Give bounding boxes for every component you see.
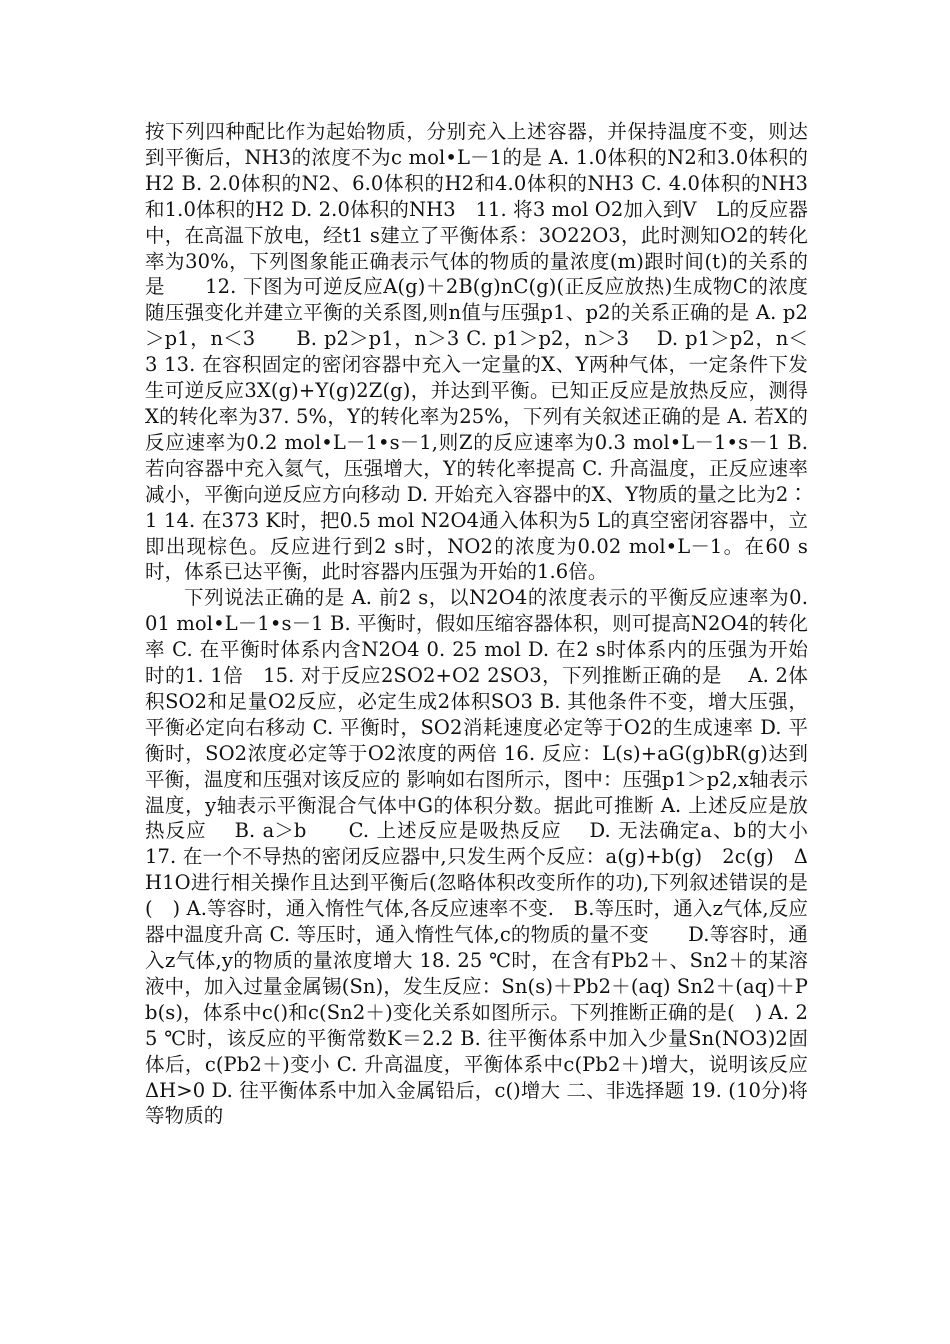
paragraph-questions-14-19: 下列说法正确的是 A. 前2 s，以N2O4的浓度表示的平衡反应速率为0. 01 mol•L－1•s－1 B. 平衡时，假如压缩容器体积，则可提高N2O4的转化率 C. 在平衡时体系内含N2O4 0. 25 mol D. 在2 s时体系内的压强为开始时的1. 1倍 15. 对于反应2SO2+O2 2SO3，下列推断正确的是 A. 2体积SO2和足量O2反应，必定生成2体积SO3 B. 其他条件不变，增大压强，平衡必定向右移动 C. 平衡时，SO2消耗速度必定等于O2的生成速率 D. 平衡时，SO2浓度必定等于O2浓度的两倍 16. 反应：L(s)+aG(g)bR(g)达到平衡，温度和压强对该反应的 影响如右图所示，图中：压强p1＞p2,x轴表示温度，y轴表示平衡混合气体中G的体积分数。据此可推断 A. 上述反应是放热反应 B. a＞b C. 上述反应是吸热反应 D. 无法确定a、b的大小 17. 在一个不导热的密闭反应器中,只发生两个反应：a(g)+b(g) 2c(g) ΔH1O进行相关操作且达到平衡后(忽略体积改变所作的功),下列叙述错误的是( ) A.等容时，通入惰性气体,各反应速率不变. B.等压时，通入z气体,反应器中温度升高 C. 等压时，通入惰性气体,c的物质的量不变 D.等容时，通入z气体,y的物质的量浓度增大 18. 25 ℃时，在含有Pb2＋、Sn2＋的某溶液中，加入过量金属锡(Sn)，发生反应：Sn(s)＋Pb2＋(aq) Sn2＋(aq)＋Pb(s)，体系中c()和c(Sn2＋)变化关系如图所示。下列推断正确的是( ) A. 25 ℃时，该反应的平衡常数K＝2.2 B. 往平衡体系中加入少量Sn(NO3)2固体后，c(Pb2＋)变小 C. 升高温度，平衡体系中c(Pb2＋)增大，说明该反应ΔH>0 D. 往平衡体系中加入金属铅后，c()增大 二、非选择题 19. (10分)将等物质的 (145, 586, 834, 1128)
paragraph-questions-10-14: 按下列四种配比作为起始物质，分别充入上述容器，并保持温度不变，则达到平衡后，NH3的浓度不为c mol•L－1的是 A. 1.0体积的N2和3.0体积的H2 B. 2.0体积的N2、6.0体积的H2和4.0体积的NH3 C. 4.0体积的NH3和1.0体积的H2 D. 2.0体积的NH3 11. 将3 mol O2加入到V L的反应器中，在高温下放电，经t1 s建立了平衡体系：3O22O3，此时测知O2的转化率为30%，下列图象能正确表示气体的物质的量浓度(m)跟时间(t)的关系的是 12. 下图为可逆反应A(g)＋2B(g)nC(g)(正反应放热)生成物C的浓度随压强变化并建立平衡的关系图,则n值与压强p1、p2的关系正确的是 A. p2＞p1，n＜3 B. p2＞p1，n＞3 C. p1＞p2，n＞3 D. p1＞p2，n＜3 13. 在容积固定的密闭容器中充入一定量的X、Y两种气体，一定条件下发生可逆反应3X(g)+Y(g)2Z(g)，并达到平衡。已知正反应是放热反应，测得X的转化率为37. 5%，Y的转化率为25%，下列有关叙述正确的是 A. 若X的反应速率为0.2 mol•L－1•s－1,则Z的反应速率为0.3 mol•L－1•s－1 B. 若向容器中充入氦气，压强增大，Y的转化率提高 C. 升高温度，正反应速率减小，平衡向逆反应方向移动 D. 开始充入容器中的X、Y物质的量之比为2∶1 14. 在373 K时，把0.5 mol N2O4通入体积为5 L的真空密闭容器中，立即出现棕色。反应进行到2 s时，NO2的浓度为0.02 mol•L－1。在60 s时，体系已达平衡，此时容器内压强为开始的1.6倍。 (145, 120, 808, 584)
document-body (145, 119, 834, 1129)
